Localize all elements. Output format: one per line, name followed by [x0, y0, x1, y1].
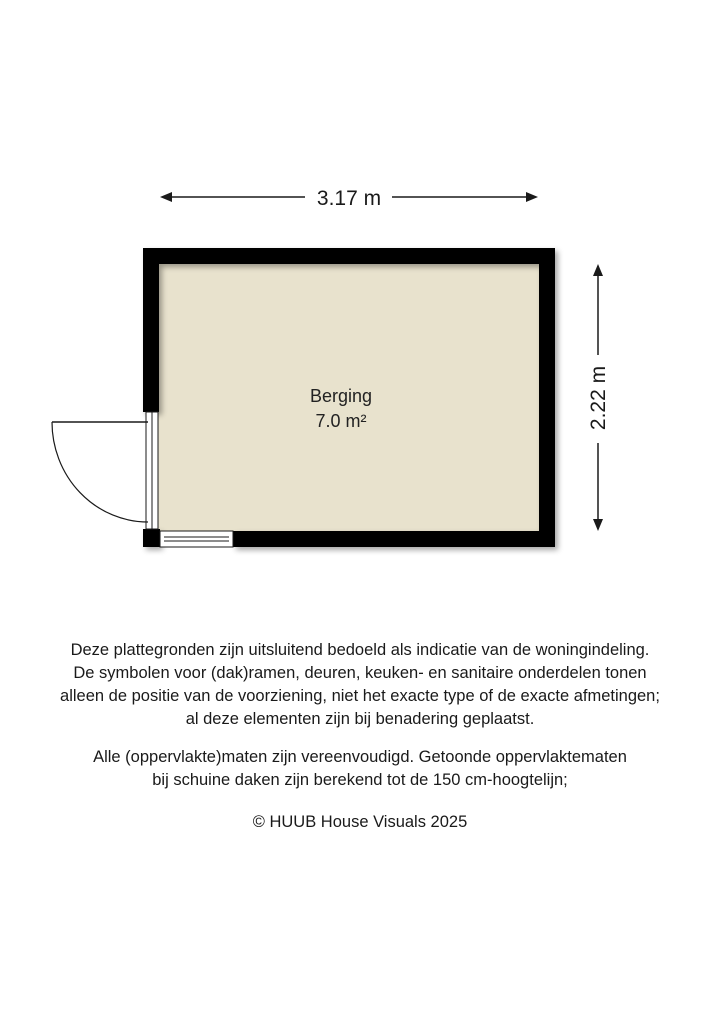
disclaimer-line: alleen de positie van de voorziening, niet het exacte type of de exacte afmetingen;: [60, 687, 660, 705]
door-swing-arc: [52, 422, 148, 522]
copyright-text: © HUUB House Visuals 2025: [252, 813, 468, 831]
width-arrow-right-icon: [526, 192, 538, 202]
height-dimension: [587, 264, 610, 531]
width-arrow-left-icon: [160, 192, 172, 202]
wall-top: [143, 248, 555, 264]
width-label: 3.17 m: [316, 187, 382, 210]
disclaimer-line: al deze elementen zijn bij benadering geplaatst.: [185, 710, 535, 728]
disclaimer-line: Alle (oppervlakte)maten zijn vereenvoudigd. Getoonde oppervlaktematen: [93, 748, 627, 766]
room-area: 7.0 m²: [315, 411, 367, 431]
disclaimer-line: De symbolen voor (dak)ramen, deuren, keuken- en sanitaire onderdelen tonen: [73, 664, 647, 682]
wall-bottom: [233, 531, 555, 547]
wall-right: [539, 248, 555, 547]
copyright-notice: [0, 811, 720, 834]
wall-corner-bottom-left: [143, 529, 160, 547]
room-name: Berging: [309, 386, 373, 406]
door-frame: [146, 412, 158, 529]
window-frame: [160, 531, 233, 547]
disclaimer-line: bij schuine daken zijn berekend tot de 150 cm-hoogtelijn;: [152, 771, 568, 789]
window-icon: [160, 531, 233, 547]
width-dimension: [160, 187, 538, 210]
disclaimer-paragraph-2: [0, 746, 720, 792]
height-label: 2.22 m: [587, 365, 610, 431]
height-arrow-bottom-icon: [593, 519, 603, 531]
height-arrow-top-icon: [593, 264, 603, 276]
disclaimer-paragraph-1: [0, 639, 720, 731]
wall-left: [143, 248, 159, 412]
disclaimer-line: Deze plattegronden zijn uitsluitend bedoeld als indicatie van de woningindeling.: [70, 641, 650, 659]
door-icon: [52, 422, 148, 522]
